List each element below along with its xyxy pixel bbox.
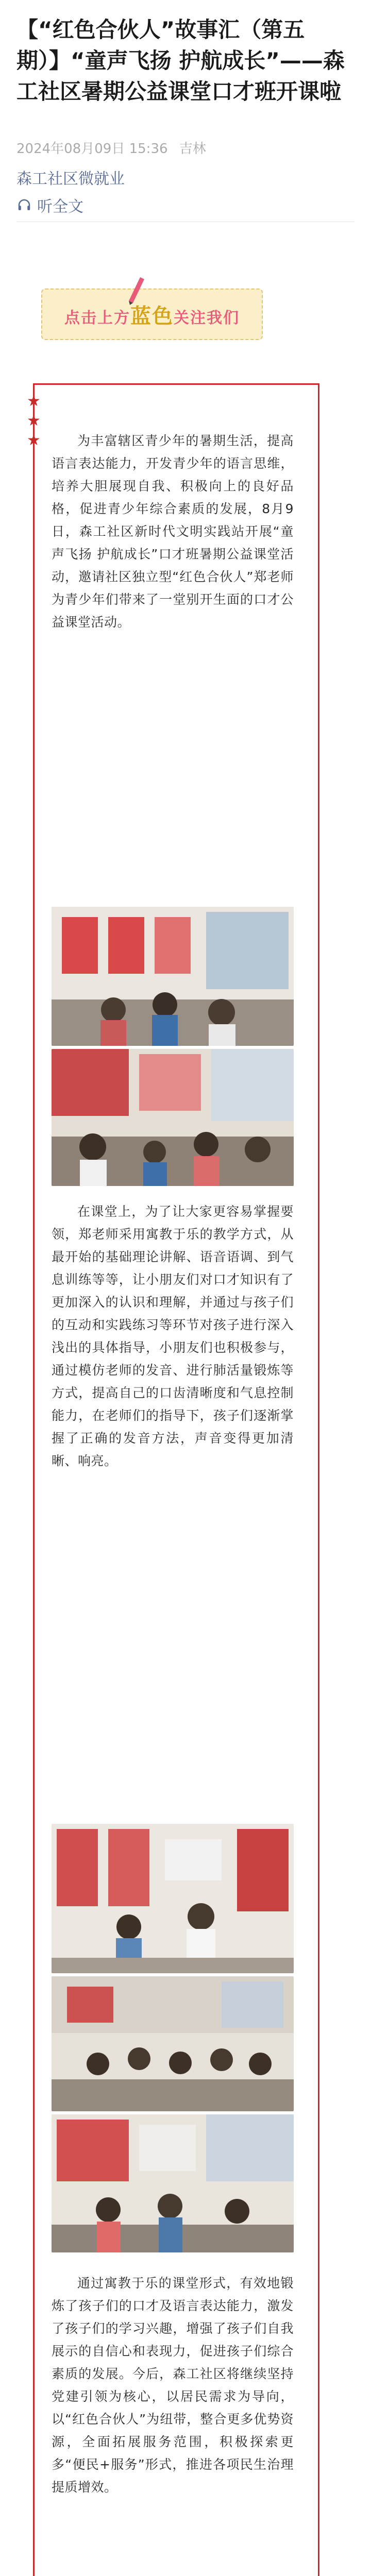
headphones-icon [16,197,32,213]
paragraph-classroom: 在课堂上，为了让大家更容易掌握要领，郑老师采用寓教于乐的教学方式，从最开始的基础理论讲解、语音语调、到气息训练等等，让小朋友们对口才知识有了更加深入的认识和理解，并通过与孩子们的互动和实践练习等环节对孩子进行深入浅出的具体指导，小朋友们也积极参与，通过模仿老师的发音、进行肺活量锻炼等方式，提高自己的口齿清晰度和气息控制能力，在老师们的指导下，孩子们逐渐掌握了正确的发音方法，声音变得更加清晰、响亮。 [52,1204,294,1468]
activity-photo [52,2114,294,2252]
star-icon: ★ [27,392,41,410]
star-icon: ★ [27,431,41,449]
paragraph-summary: 通过寓教于乐的课堂形式，有效地锻炼了孩子们的口才及语言表达能力，激发了孩子们的学习兴趣，增强了孩子们自我展示的自信心和表现力，促进孩子们综合素质的发展。今后，森工社区将继续坚持党建引领为核心，以居民需求为导向，以“红色合伙人”为纽带，整合更多优势资源，全面拓展服务范围，积极探索更多“便民+服务”形式，推进各项民生治理提质增效。 [52,2276,294,2495]
follow-text-highlight: 蓝色 [130,304,174,328]
star-icon: ★ [27,412,41,430]
activity-photo [52,907,294,1046]
follow-text-part1: 点击上方 [64,309,130,327]
activity-photo [52,1824,294,1973]
follow-text-part2: 关注我们 [174,309,240,327]
article-meta [16,138,213,157]
follow-banner-text [64,300,240,329]
follow-banner[interactable] [41,289,263,340]
paragraph-intro: 为丰富辖区青少年的暑期生活，提高语言表达能力，开发青少年的语言思维，培养大胆展现自我、积极向上的良好品格，促进青少年综合素质的发展，8月9日，森工社区新时代文明实践站开展“童声飞扬 护航成长”口才班暑期公益课堂活动，邀请社区独立型“红色合伙人”郑老师为青少年们带来了一堂别开生面的口才公益课堂活动。 [52,433,294,630]
listen-label: 听全文 [37,198,83,216]
listen-button[interactable] [16,194,83,216]
publish-date: 2024年08月09日 15:36 [16,141,168,157]
account-name-link[interactable]: 森工社区微就业 [16,170,125,188]
pen-icon [125,274,148,305]
activity-photo [52,1049,294,1186]
publish-location: 吉林 [179,141,206,157]
article-title: 【“红色合伙人”故事汇（第五期）】“童声飞扬 护航成长”——森工社区暑期公益课堂口才班开课啦 [16,17,345,104]
activity-photo [52,1976,294,2111]
